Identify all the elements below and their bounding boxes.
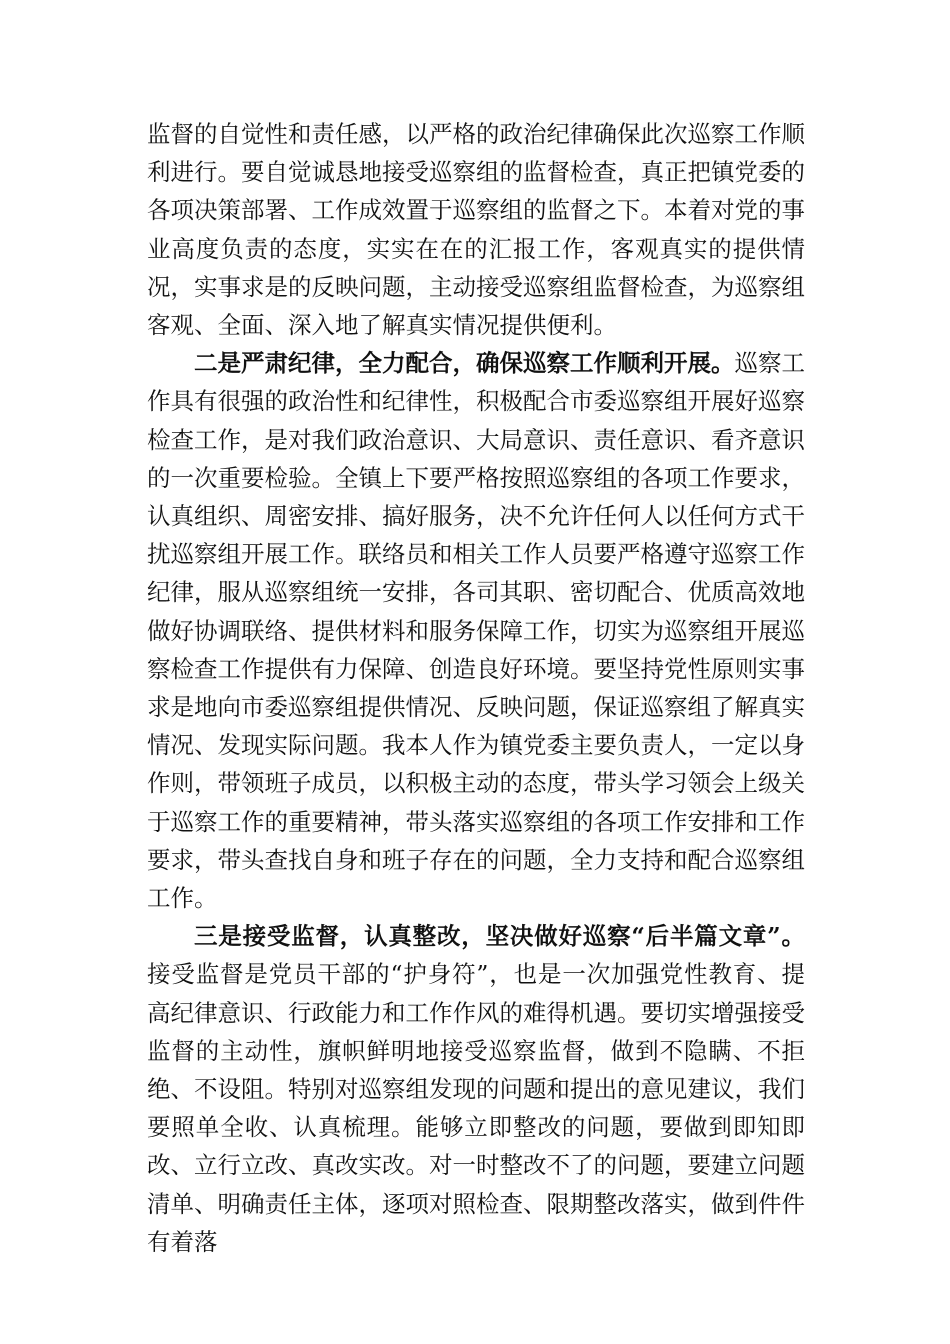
paragraph-body: 巡察工作具有很强的政治性和纪律性，积极配合市委巡察组开展好巡察检查工作，是对我们政治意识、大局意识、责任意识、看齐意识的一次重要检验。全镇上下要严格按照巡察组的各项工作要求，认真组织、周密安排、搞好服务，决不允许任何人以任何方式干扰巡察组开展工作。联络员和相关工作人员要严格遵守巡察工作纪律，服从巡察组统一安排，各司其职、密切配合、优质高效地做好协调联络、提供材料和服务保障工作，切实为巡察组开展巡察检查工作提供有力保障、创造良好环境。要坚持党性原则实事求是地向市委巡察组提供情况、反映问题，保证巡察组了解真实情况、发现实际问题。我本人作为镇党委主要负责人，一定以身作则，带领班子成员，以积极主动的态度，带头学习领会上级关于巡察工作的重要精神，带头落实巡察组的各项工作安排和工作要求，带头查找自身和班子存在的问题，全力支持和配合巡察组工作。 xyxy=(147,349,805,913)
document-page xyxy=(147,115,805,1261)
paragraph-heading: 二是严肃纪律，全力配合，确保巡察工作顺利开展。 xyxy=(194,349,735,378)
paragraph-point-two xyxy=(147,344,805,917)
paragraph-point-three xyxy=(147,917,805,1261)
paragraph-heading: 三是接受监督，认真整改，坚决做好巡察“后半篇文章”。 xyxy=(194,922,805,951)
paragraph-continuation xyxy=(147,115,805,344)
paragraph-body: 监督的自觉性和责任感，以严格的政治纪律确保此次巡察工作顺利进行。要自觉诚恳地接受巡察组的监督检查，真正把镇党委的各项决策部署、工作成效置于巡察组的监督之下。本着对党的事业高度负责的态度，实实在在的汇报工作，客观真实的提供情况，实事求是的反映问题，主动接受巡察组监督检查，为巡察组客观、全面、深入地了解真实情况提供便利。 xyxy=(147,120,805,340)
paragraph-body: 接受监督是党员干部的“护身符”，也是一次加强党性教育、提高纪律意识、行政能力和工作作风的难得机遇。要切实增强接受监督的主动性，旗帜鲜明地接受巡察监督，做到不隐瞒、不拒绝、不设阻。特别对巡察组发现的问题和提出的意见建议，我们要照单全收、认真梳理。能够立即整改的问题，要做到即知即改、立行立改、真改实改。对一时整改不了的问题，要建立问题清单、明确责任主体，逐项对照检查、限期整改落实，做到件件有着落 xyxy=(147,960,805,1256)
